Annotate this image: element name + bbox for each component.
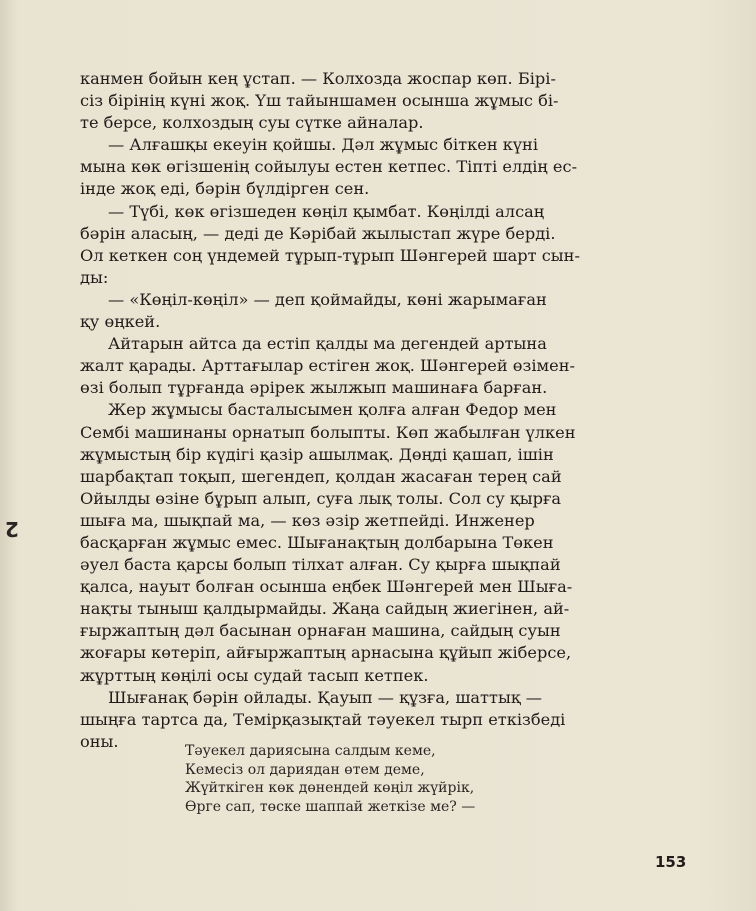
text-line: нақты тыныш қалдырмайды. Жаңа сайдың жиегінен, ай- bbox=[80, 599, 570, 619]
text-line: — Алғашқы екеуін қойшы. Дәл жұмыс біткен күні bbox=[108, 135, 538, 155]
text-line: жалт қарады. Арттағылар естіген жоқ. Шәнгерей өзімен- bbox=[80, 356, 575, 376]
poem-line: Жүйткіген көк дөнендей көңіл жүйрік, bbox=[185, 780, 475, 797]
body-text bbox=[80, 68, 670, 753]
poem-line: Өрге сап, төске шаппай жеткізе ме? — bbox=[185, 798, 476, 815]
text-line: Шығанақ бәрін ойлады. Қауып — құзға, шаттық — bbox=[108, 687, 542, 707]
text-line: шарбақтап тоқып, шегендеп, қолдан жасаған терең сай bbox=[80, 466, 562, 486]
text-line: мына көк өгізшенің сойылуы естен кетпес. Тіпті елдің ес- bbox=[80, 157, 578, 177]
text-line: оны. bbox=[80, 731, 119, 751]
text-line: шыңға тартса да, Темірқазықтай тәуекел тырп еткізбеді bbox=[80, 709, 566, 729]
text-line: Ол кеткен соң үндемей тұрып-тұрып Шәнгерей шарт сын- bbox=[80, 245, 580, 265]
poem-line: Кемесіз ол дариядан өтем деме, bbox=[185, 761, 425, 778]
text-line: інде жоқ еді, бәрін бүлдірген сен. bbox=[80, 179, 370, 199]
text-line: қу өңкей. bbox=[80, 312, 161, 332]
poem-line: Тәуекел дариясына салдым кеме, bbox=[185, 743, 436, 759]
text-line: өзі болып тұрғанда әрірек жылжып машинаға барған. bbox=[80, 378, 548, 398]
text-line: ғыржаптың дәл басынан орнаған машина, сайдың суын bbox=[80, 621, 561, 641]
text-line: ды: bbox=[80, 267, 109, 287]
text-line: канмен бойын кең ұстап. — Колхозда жоспар көп. Бірі- bbox=[80, 69, 556, 88]
text-line: жұрттың көңілі осы судай тасып кетпек. bbox=[80, 665, 429, 685]
text-line: — «Көңіл-көңіл» — деп қоймайды, көні жарымаған bbox=[108, 289, 547, 309]
text-line: — Түбі, көк өгізшеден көңіл қымбат. Көңілді алсаң bbox=[108, 201, 545, 221]
text-line: Жер жұмысы басталысымен қолға алған Федор мен bbox=[108, 400, 557, 420]
poem-stanza bbox=[185, 742, 605, 816]
text-line: Ойылды өзіне бұрып алып, суға лық толы. Сол су қырға bbox=[80, 488, 562, 508]
text-line: те берсе, колхоздың суы сүтке айналар. bbox=[80, 113, 424, 133]
text-line: әуел баста қарсы болып тілхат алған. Су қырға шықпай bbox=[80, 555, 561, 575]
text-line: қалса, науыт болған осынша еңбек Шәнгерей мен Шыға- bbox=[80, 577, 573, 597]
margin-mark: 2 bbox=[5, 517, 19, 541]
text-line: сіз бірінің күні жоқ. Үш тайыншамен осынша жұмыс бі- bbox=[80, 91, 559, 111]
text-line: жұмыстың бір күдігі қазір ашылмақ. Дөңді қашап, ішін bbox=[80, 444, 554, 464]
text-line: Айтарын айтса да естіп қалды ма дегендей артына bbox=[108, 334, 547, 354]
text-line: жоғары көтеріп, айғыржаптың арнасына құйып жіберсе, bbox=[80, 643, 572, 663]
text-line: шыға ма, шықпай ма, — көз әзір жетпейді. Инженер bbox=[80, 510, 535, 530]
text-line: бәрін аласың, — деді де Кәрібай жылыстап жүре берді. bbox=[80, 223, 556, 243]
text-line: Сембі машинаны орнатып болыпты. Көп жабылған үлкен bbox=[80, 422, 576, 442]
text-line: басқарған жұмыс емес. Шығанақтың долбарына Төкен bbox=[80, 532, 554, 552]
page-number: 153 bbox=[655, 853, 687, 871]
